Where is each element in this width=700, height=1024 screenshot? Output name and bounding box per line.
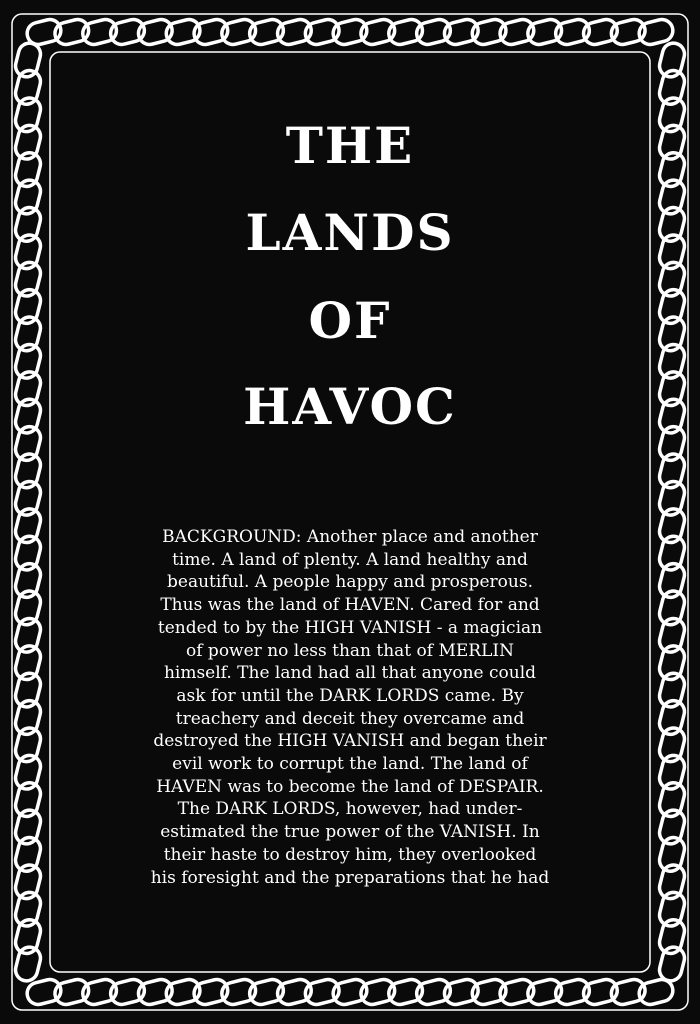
story-line: treachery and deceit they overcame and bbox=[175, 708, 525, 729]
story-line: evil work to corrupt the land. The land of bbox=[172, 754, 528, 775]
story-line: time. A land of plenty. A land healthy and bbox=[172, 549, 528, 570]
story-line: beautiful. A people happy and prosperous. bbox=[167, 572, 533, 593]
title-line-2: LANDS bbox=[245, 203, 455, 262]
story-line: destroyed the HIGH VANISH and began their bbox=[153, 731, 547, 752]
story-line: The DARK LORDS, however, had under- bbox=[177, 799, 523, 820]
story-line: himself. The land had all that anyone could bbox=[163, 663, 537, 684]
title-line-1: THE bbox=[285, 116, 415, 175]
background-story-text bbox=[70, 526, 630, 889]
title-line-3: OF bbox=[308, 291, 392, 350]
story-line: their haste to destroy him, they overlooked bbox=[163, 844, 537, 865]
story-line: tended to by the HIGH VANISH - a magician bbox=[157, 617, 543, 638]
story-line: estimated the true power of the VANISH. In bbox=[160, 822, 540, 843]
story-line: HAVEN was to become the land of DESPAIR. bbox=[156, 776, 544, 797]
story-line: of power no less than that of MERLIN bbox=[186, 640, 514, 661]
story-line: Thus was the land of HAVEN. Cared for and bbox=[160, 595, 540, 616]
story-line: BACKGROUND: Another place and another bbox=[162, 527, 538, 547]
story-line: ask for until the DARK LORDS came. By bbox=[176, 685, 524, 706]
story-line: his foresight and the preparations that he had bbox=[150, 867, 550, 888]
title-line-4: HAVOC bbox=[243, 377, 457, 436]
